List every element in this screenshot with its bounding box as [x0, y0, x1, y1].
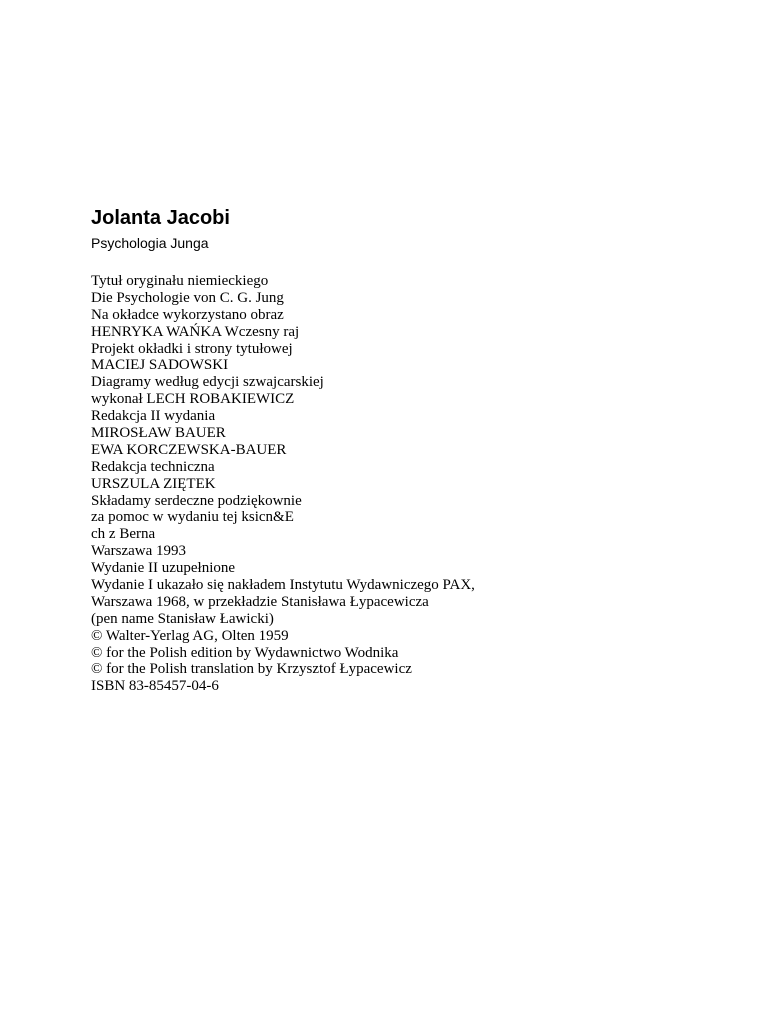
author-name: Jolanta Jacobi: [91, 207, 230, 229]
credit-line: Warszawa 1993: [91, 543, 187, 560]
credit-line: Na okładce wykorzystano obraz: [91, 306, 284, 323]
credit-line: ch z Berna: [91, 526, 156, 543]
credits-list: [91, 273, 475, 695]
credit-line: (pen name Stanisław Ławicki): [91, 610, 274, 627]
credit-line: Warszawa 1968, w przekładzie Stanisława Łypacewicza: [91, 593, 429, 610]
credit-line: EWA KORCZEWSKA-BAUER: [91, 441, 287, 458]
credit-line: Diagramy według edycji szwajcarskiej: [91, 374, 324, 391]
credit-line: Tytuł oryginału niemieckiego: [91, 273, 269, 289]
credit-line: za pomoc w wydaniu tej ksicn&E: [91, 509, 294, 526]
credit-line: wykonał LECH ROBAKIEWICZ: [91, 391, 295, 408]
credit-line: Składamy serdeczne podziękownie: [91, 492, 302, 509]
credit-line: Die Psychologie von C. G. Jung: [91, 289, 284, 306]
credit-line: HENRYKA WAŃKA Wczesny raj: [91, 323, 300, 340]
credit-line: MACIEJ SADOWSKI: [91, 357, 229, 374]
credit-line: Redakcja techniczna: [91, 458, 215, 475]
credit-line: © for the Polish translation by Krzysztof Łypacewicz: [91, 661, 412, 678]
credit-line: © Walter-Yerlag AG, Olten 1959: [91, 627, 289, 644]
credit-line: URSZULA ZIĘTEK: [91, 475, 216, 492]
credit-line: Projekt okładki i strony tytułowej: [91, 340, 293, 357]
credit-line: MIROSŁAW BAUER: [91, 425, 226, 442]
book-title: Psychologia Junga: [91, 235, 209, 251]
credit-line: © for the Polish edition by Wydawnictwo Wodnika: [91, 644, 399, 661]
credit-line: Redakcja II wydania: [91, 408, 216, 425]
credit-line: ISBN 83-85457-04-6: [91, 678, 219, 695]
credit-line: Wydanie I ukazało się nakładem Instytutu Wydawniczego PAX,: [91, 577, 475, 594]
credit-line: Wydanie II uzupełnione: [91, 560, 236, 577]
